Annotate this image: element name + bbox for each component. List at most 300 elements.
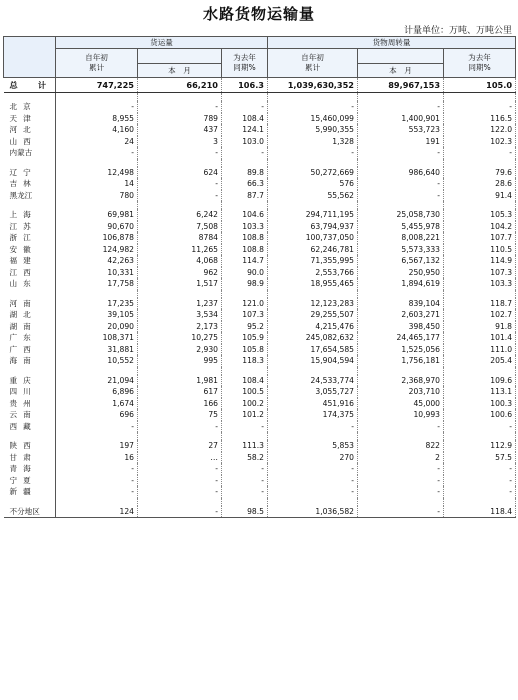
cell-freight-ytd: 1,674 bbox=[56, 398, 138, 410]
spacer-cell bbox=[56, 498, 138, 506]
row-name: 江西 bbox=[4, 267, 56, 279]
spacer-cell bbox=[56, 290, 138, 298]
cell-turnover-ytd: 270 bbox=[268, 452, 358, 464]
table-row bbox=[4, 124, 516, 136]
table-body bbox=[4, 78, 516, 518]
table-row bbox=[4, 452, 516, 464]
turnover-month-header-spacer bbox=[358, 49, 444, 64]
spacer-cell bbox=[444, 432, 516, 440]
cell-turnover-ytd: 1,039,630,352 bbox=[268, 78, 358, 93]
cell-freight-ytd: 197 bbox=[56, 440, 138, 452]
spacer-cell bbox=[222, 498, 268, 506]
turnover-month-header: 本 月 bbox=[358, 64, 444, 78]
spacer-cell bbox=[138, 159, 222, 167]
cell-turnover-yoy: 118.4 bbox=[444, 506, 516, 518]
cell-turnover-month: - bbox=[358, 506, 444, 518]
freight-yoy-header-top: 为去年 bbox=[233, 53, 256, 62]
spacer-cell bbox=[56, 159, 138, 167]
cell-turnover-yoy: 118.7 bbox=[444, 298, 516, 310]
cell-freight-ytd: 20,090 bbox=[56, 321, 138, 333]
table-row bbox=[4, 267, 516, 279]
cell-turnover-yoy: 105.0 bbox=[444, 78, 516, 93]
cell-turnover-ytd: - bbox=[268, 463, 358, 475]
cell-freight-month: - bbox=[138, 101, 222, 113]
spacer-cell bbox=[268, 367, 358, 375]
spacer-cell bbox=[138, 367, 222, 375]
freight-yoy-header-bottom: 同期% bbox=[233, 63, 256, 72]
cell-turnover-month: 2,368,970 bbox=[358, 375, 444, 387]
turnover-ytd-header bbox=[268, 49, 358, 78]
cell-freight-month: 66,210 bbox=[138, 78, 222, 93]
freight-group-header: 货运量 bbox=[56, 37, 268, 49]
cell-freight-month: 7,508 bbox=[138, 221, 222, 233]
cell-freight-month: - bbox=[138, 475, 222, 487]
cell-freight-yoy: 108.8 bbox=[222, 232, 268, 244]
row-name: 内蒙古 bbox=[4, 147, 56, 159]
spacer-cell bbox=[56, 93, 138, 102]
spacer-cell bbox=[222, 290, 268, 298]
cell-freight-ytd: 108,371 bbox=[56, 332, 138, 344]
cell-freight-yoy: 108.4 bbox=[222, 375, 268, 387]
spacer-cell bbox=[4, 290, 56, 298]
cell-turnover-month: 2,603,271 bbox=[358, 309, 444, 321]
cell-freight-month: - bbox=[138, 506, 222, 518]
table-row bbox=[4, 486, 516, 498]
table-row bbox=[4, 440, 516, 452]
row-name: 新疆 bbox=[4, 486, 56, 498]
cell-turnover-month: 250,950 bbox=[358, 267, 444, 279]
turnover-ytd-header-bottom: 累计 bbox=[304, 63, 321, 72]
cell-turnover-yoy: 104.2 bbox=[444, 221, 516, 233]
spacer-cell bbox=[358, 93, 444, 102]
cell-freight-yoy: - bbox=[222, 486, 268, 498]
freight-ytd-header-bottom: 累计 bbox=[88, 63, 105, 72]
cell-turnover-yoy: 91.4 bbox=[444, 190, 516, 202]
turnover-yoy-header-bottom: 同期% bbox=[468, 63, 491, 72]
cell-turnover-ytd: 15,460,099 bbox=[268, 113, 358, 125]
cell-turnover-yoy: - bbox=[444, 486, 516, 498]
row-name: 湖北 bbox=[4, 309, 56, 321]
cell-turnover-ytd: 29,255,507 bbox=[268, 309, 358, 321]
cell-turnover-ytd: 18,955,465 bbox=[268, 278, 358, 290]
cell-turnover-ytd: 12,123,283 bbox=[268, 298, 358, 310]
cell-freight-month: - bbox=[138, 486, 222, 498]
spacer-cell bbox=[268, 159, 358, 167]
cell-turnover-yoy: 101.4 bbox=[444, 332, 516, 344]
cell-freight-yoy: 106.3 bbox=[222, 78, 268, 93]
data-table bbox=[3, 36, 516, 518]
cell-freight-yoy: 108.8 bbox=[222, 244, 268, 256]
cell-turnover-yoy: 113.1 bbox=[444, 386, 516, 398]
spacer-row bbox=[4, 159, 516, 167]
table-row bbox=[4, 209, 516, 221]
table-row bbox=[4, 409, 516, 421]
cell-freight-month: 962 bbox=[138, 267, 222, 279]
row-name: 重庆 bbox=[4, 375, 56, 387]
row-name: 四川 bbox=[4, 386, 56, 398]
spacer-cell bbox=[222, 201, 268, 209]
cell-turnover-yoy: 102.7 bbox=[444, 309, 516, 321]
cell-freight-month: 166 bbox=[138, 398, 222, 410]
cell-turnover-yoy: 112.9 bbox=[444, 440, 516, 452]
cell-turnover-ytd: 71,355,995 bbox=[268, 255, 358, 267]
table-row bbox=[4, 375, 516, 387]
cell-freight-yoy: - bbox=[222, 463, 268, 475]
spacer-cell bbox=[268, 290, 358, 298]
cell-turnover-month: 8,008,221 bbox=[358, 232, 444, 244]
table-row bbox=[4, 475, 516, 487]
cell-freight-ytd: - bbox=[56, 147, 138, 159]
cell-freight-yoy: 103.0 bbox=[222, 136, 268, 148]
spacer-row bbox=[4, 93, 516, 102]
row-name: 辽宁 bbox=[4, 167, 56, 179]
table-row bbox=[4, 178, 516, 190]
spacer-cell bbox=[138, 93, 222, 102]
spacer-row bbox=[4, 201, 516, 209]
cell-turnover-ytd: 2,553,766 bbox=[268, 267, 358, 279]
spacer-cell bbox=[444, 367, 516, 375]
cell-freight-ytd: 90,670 bbox=[56, 221, 138, 233]
cell-freight-month: 995 bbox=[138, 355, 222, 367]
cell-freight-yoy: 87.7 bbox=[222, 190, 268, 202]
cell-freight-yoy: 95.2 bbox=[222, 321, 268, 333]
cell-freight-ytd: 106,878 bbox=[56, 232, 138, 244]
cell-turnover-yoy: - bbox=[444, 421, 516, 433]
cell-freight-ytd: 16 bbox=[56, 452, 138, 464]
cell-turnover-ytd: 4,215,476 bbox=[268, 321, 358, 333]
spacer-row bbox=[4, 498, 516, 506]
freight-yoy-header bbox=[222, 49, 268, 78]
cell-freight-ytd: 8,955 bbox=[56, 113, 138, 125]
cell-turnover-month: 398,450 bbox=[358, 321, 444, 333]
freight-ytd-header-top: 自年初 bbox=[85, 53, 108, 62]
cell-freight-yoy: 103.3 bbox=[222, 221, 268, 233]
cell-freight-ytd: - bbox=[56, 486, 138, 498]
cell-turnover-ytd: 55,562 bbox=[268, 190, 358, 202]
row-name: 云南 bbox=[4, 409, 56, 421]
cell-turnover-ytd: - bbox=[268, 101, 358, 113]
row-name: 湖南 bbox=[4, 321, 56, 333]
cell-turnover-month: 5,455,978 bbox=[358, 221, 444, 233]
cell-turnover-yoy: 110.5 bbox=[444, 244, 516, 256]
table-row bbox=[4, 147, 516, 159]
cell-turnover-month: 6,567,132 bbox=[358, 255, 444, 267]
cell-freight-month: 1,981 bbox=[138, 375, 222, 387]
cell-freight-month: 437 bbox=[138, 124, 222, 136]
row-name: 上海 bbox=[4, 209, 56, 221]
table-row bbox=[4, 298, 516, 310]
cell-turnover-ytd: 15,904,594 bbox=[268, 355, 358, 367]
spacer-cell bbox=[138, 201, 222, 209]
cell-turnover-ytd: 50,272,669 bbox=[268, 167, 358, 179]
cell-freight-month: 2,930 bbox=[138, 344, 222, 356]
spacer-cell bbox=[56, 201, 138, 209]
table-row bbox=[4, 421, 516, 433]
spacer-row bbox=[4, 432, 516, 440]
cell-freight-month: 6,242 bbox=[138, 209, 222, 221]
table-row bbox=[4, 255, 516, 267]
table-row bbox=[4, 506, 516, 518]
cell-freight-yoy: 121.0 bbox=[222, 298, 268, 310]
cell-freight-ytd: 42,263 bbox=[56, 255, 138, 267]
cell-turnover-month: 1,756,181 bbox=[358, 355, 444, 367]
row-name: 青海 bbox=[4, 463, 56, 475]
spacer-cell bbox=[444, 93, 516, 102]
cell-freight-yoy: 100.2 bbox=[222, 398, 268, 410]
cell-freight-yoy: - bbox=[222, 421, 268, 433]
freight-ytd-header bbox=[56, 49, 138, 78]
table-row bbox=[4, 309, 516, 321]
cell-freight-yoy: 104.6 bbox=[222, 209, 268, 221]
cell-freight-ytd: 31,881 bbox=[56, 344, 138, 356]
cell-freight-ytd: 39,105 bbox=[56, 309, 138, 321]
spacer-cell bbox=[444, 498, 516, 506]
cell-turnover-yoy: - bbox=[444, 463, 516, 475]
cell-turnover-yoy: 100.3 bbox=[444, 398, 516, 410]
cell-freight-yoy: 108.4 bbox=[222, 113, 268, 125]
total-row bbox=[4, 78, 516, 93]
spacer-cell bbox=[138, 432, 222, 440]
spacer-cell bbox=[358, 367, 444, 375]
cell-freight-month: - bbox=[138, 147, 222, 159]
turnover-group-header: 货物周转量 bbox=[268, 37, 516, 49]
row-name: 广东 bbox=[4, 332, 56, 344]
cell-turnover-month: - bbox=[358, 475, 444, 487]
cell-turnover-yoy: 100.6 bbox=[444, 409, 516, 421]
cell-turnover-ytd: 451,916 bbox=[268, 398, 358, 410]
cell-turnover-ytd: 1,036,582 bbox=[268, 506, 358, 518]
row-name: 总 计 bbox=[4, 78, 56, 93]
cell-freight-ytd: 17,758 bbox=[56, 278, 138, 290]
cell-turnover-ytd: - bbox=[268, 147, 358, 159]
cell-freight-yoy: 111.3 bbox=[222, 440, 268, 452]
cell-freight-month: 8784 bbox=[138, 232, 222, 244]
cell-turnover-month: 24,465,177 bbox=[358, 332, 444, 344]
cell-freight-month: 10,275 bbox=[138, 332, 222, 344]
spacer-cell bbox=[4, 159, 56, 167]
spacer-cell bbox=[444, 201, 516, 209]
spacer-cell bbox=[444, 159, 516, 167]
table-row bbox=[4, 190, 516, 202]
spacer-cell bbox=[358, 498, 444, 506]
row-name: 福建 bbox=[4, 255, 56, 267]
freight-month-header-spacer bbox=[138, 49, 222, 64]
cell-turnover-month: 25,058,730 bbox=[358, 209, 444, 221]
cell-turnover-ytd: 576 bbox=[268, 178, 358, 190]
spacer-cell bbox=[138, 498, 222, 506]
cell-turnover-month: 986,640 bbox=[358, 167, 444, 179]
row-name: 吉林 bbox=[4, 178, 56, 190]
cell-turnover-yoy: 57.5 bbox=[444, 452, 516, 464]
spacer-cell bbox=[4, 432, 56, 440]
cell-turnover-month: - bbox=[358, 147, 444, 159]
cell-freight-month: 2,173 bbox=[138, 321, 222, 333]
cell-freight-month: 27 bbox=[138, 440, 222, 452]
spacer-cell bbox=[56, 367, 138, 375]
spacer-cell bbox=[138, 290, 222, 298]
cell-freight-yoy: 105.9 bbox=[222, 332, 268, 344]
cell-turnover-month: - bbox=[358, 178, 444, 190]
cell-turnover-ytd: 174,375 bbox=[268, 409, 358, 421]
spacer-cell bbox=[358, 201, 444, 209]
cell-freight-ytd: 124,982 bbox=[56, 244, 138, 256]
cell-freight-ytd: 696 bbox=[56, 409, 138, 421]
cell-freight-yoy: 58.2 bbox=[222, 452, 268, 464]
cell-turnover-yoy: - bbox=[444, 101, 516, 113]
cell-freight-month: 624 bbox=[138, 167, 222, 179]
cell-turnover-month: - bbox=[358, 101, 444, 113]
cell-turnover-month: 839,104 bbox=[358, 298, 444, 310]
table-row bbox=[4, 113, 516, 125]
cell-freight-month: 3,534 bbox=[138, 309, 222, 321]
turnover-yoy-header-top: 为去年 bbox=[468, 53, 491, 62]
cell-turnover-yoy: 105.3 bbox=[444, 209, 516, 221]
spacer-cell bbox=[358, 290, 444, 298]
cell-turnover-month: 1,894,619 bbox=[358, 278, 444, 290]
spacer-cell bbox=[222, 432, 268, 440]
cell-freight-ytd: 17,235 bbox=[56, 298, 138, 310]
cell-turnover-ytd: 1,328 bbox=[268, 136, 358, 148]
table-row bbox=[4, 278, 516, 290]
cell-turnover-ytd: 245,082,632 bbox=[268, 332, 358, 344]
cell-freight-month: … bbox=[138, 452, 222, 464]
row-name: 贵州 bbox=[4, 398, 56, 410]
spacer-cell bbox=[4, 498, 56, 506]
row-name: 陕西 bbox=[4, 440, 56, 452]
table-row bbox=[4, 321, 516, 333]
turnover-ytd-header-top: 自年初 bbox=[301, 53, 324, 62]
cell-freight-ytd: 69,981 bbox=[56, 209, 138, 221]
cell-turnover-month: 2 bbox=[358, 452, 444, 464]
cell-turnover-yoy: 116.5 bbox=[444, 113, 516, 125]
cell-freight-month: 75 bbox=[138, 409, 222, 421]
cell-turnover-yoy: 79.6 bbox=[444, 167, 516, 179]
cell-freight-month: 3 bbox=[138, 136, 222, 148]
row-name: 不分地区 bbox=[4, 506, 56, 518]
page-title: 水路货物运输量 bbox=[202, 5, 315, 23]
cell-freight-month: 1,237 bbox=[138, 298, 222, 310]
row-name: 甘肃 bbox=[4, 452, 56, 464]
row-name: 山西 bbox=[4, 136, 56, 148]
table-row bbox=[4, 355, 516, 367]
cell-turnover-yoy: 111.0 bbox=[444, 344, 516, 356]
cell-turnover-yoy: 122.0 bbox=[444, 124, 516, 136]
table-row bbox=[4, 244, 516, 256]
spacer-cell bbox=[222, 93, 268, 102]
cell-turnover-month: 5,573,333 bbox=[358, 244, 444, 256]
cell-turnover-month: - bbox=[358, 421, 444, 433]
cell-freight-yoy: 114.7 bbox=[222, 255, 268, 267]
cell-freight-month: - bbox=[138, 421, 222, 433]
row-name: 河北 bbox=[4, 124, 56, 136]
cell-turnover-yoy: 107.3 bbox=[444, 267, 516, 279]
cell-turnover-yoy: 91.8 bbox=[444, 321, 516, 333]
table-row bbox=[4, 463, 516, 475]
cell-turnover-month: 1,525,056 bbox=[358, 344, 444, 356]
cell-freight-ytd: 4,160 bbox=[56, 124, 138, 136]
table-row bbox=[4, 386, 516, 398]
cell-turnover-yoy: 103.3 bbox=[444, 278, 516, 290]
cell-turnover-month: 203,710 bbox=[358, 386, 444, 398]
cell-turnover-yoy: 107.7 bbox=[444, 232, 516, 244]
spacer-cell bbox=[444, 290, 516, 298]
cell-freight-ytd: 21,094 bbox=[56, 375, 138, 387]
cell-freight-yoy: 100.5 bbox=[222, 386, 268, 398]
table-row bbox=[4, 101, 516, 113]
cell-freight-ytd: - bbox=[56, 101, 138, 113]
cell-freight-yoy: 101.2 bbox=[222, 409, 268, 421]
cell-freight-ytd: 780 bbox=[56, 190, 138, 202]
cell-turnover-ytd: - bbox=[268, 421, 358, 433]
cell-freight-ytd: 747,225 bbox=[56, 78, 138, 93]
cell-freight-ytd: - bbox=[56, 463, 138, 475]
cell-freight-yoy: 89.8 bbox=[222, 167, 268, 179]
spacer-cell bbox=[268, 93, 358, 102]
cell-turnover-yoy: 102.3 bbox=[444, 136, 516, 148]
spacer-cell bbox=[222, 159, 268, 167]
spacer-cell bbox=[56, 432, 138, 440]
row-name: 黑龙江 bbox=[4, 190, 56, 202]
cell-turnover-ytd: - bbox=[268, 486, 358, 498]
cell-turnover-ytd: 63,794,937 bbox=[268, 221, 358, 233]
cell-freight-ytd: - bbox=[56, 421, 138, 433]
row-name: 天津 bbox=[4, 113, 56, 125]
cell-freight-month: 789 bbox=[138, 113, 222, 125]
table-row bbox=[4, 232, 516, 244]
cell-freight-month: 11,265 bbox=[138, 244, 222, 256]
cell-turnover-month: - bbox=[358, 486, 444, 498]
region-header bbox=[4, 37, 56, 78]
cell-turnover-ytd: 3,055,727 bbox=[268, 386, 358, 398]
cell-freight-ytd: 12,498 bbox=[56, 167, 138, 179]
freight-month-header: 本 月 bbox=[138, 64, 222, 78]
row-name: 海南 bbox=[4, 355, 56, 367]
spacer-cell bbox=[4, 201, 56, 209]
table-row bbox=[4, 344, 516, 356]
row-name: 山东 bbox=[4, 278, 56, 290]
cell-freight-month: - bbox=[138, 178, 222, 190]
spacer-cell bbox=[358, 159, 444, 167]
cell-turnover-ytd: 5,853 bbox=[268, 440, 358, 452]
cell-turnover-yoy: 205.4 bbox=[444, 355, 516, 367]
row-name: 广西 bbox=[4, 344, 56, 356]
turnover-yoy-header bbox=[444, 49, 516, 78]
cell-freight-ytd: 10,331 bbox=[56, 267, 138, 279]
cell-freight-yoy: 98.5 bbox=[222, 506, 268, 518]
cell-freight-yoy: - bbox=[222, 147, 268, 159]
spacer-cell bbox=[358, 432, 444, 440]
cell-freight-month: 617 bbox=[138, 386, 222, 398]
cell-turnover-ytd: 5,990,355 bbox=[268, 124, 358, 136]
cell-turnover-month: 191 bbox=[358, 136, 444, 148]
cell-freight-month: 4,068 bbox=[138, 255, 222, 267]
cell-freight-ytd: 124 bbox=[56, 506, 138, 518]
row-name: 江苏 bbox=[4, 221, 56, 233]
cell-turnover-yoy: - bbox=[444, 147, 516, 159]
table-row bbox=[4, 221, 516, 233]
table-row bbox=[4, 167, 516, 179]
row-name: 安徽 bbox=[4, 244, 56, 256]
cell-turnover-yoy: 114.9 bbox=[444, 255, 516, 267]
cell-turnover-month: - bbox=[358, 463, 444, 475]
row-name: 西藏 bbox=[4, 421, 56, 433]
spacer-row bbox=[4, 367, 516, 375]
cell-freight-month: - bbox=[138, 463, 222, 475]
cell-freight-yoy: 98.9 bbox=[222, 278, 268, 290]
spacer-cell bbox=[4, 367, 56, 375]
cell-turnover-ytd: 294,711,195 bbox=[268, 209, 358, 221]
cell-turnover-month: 45,000 bbox=[358, 398, 444, 410]
